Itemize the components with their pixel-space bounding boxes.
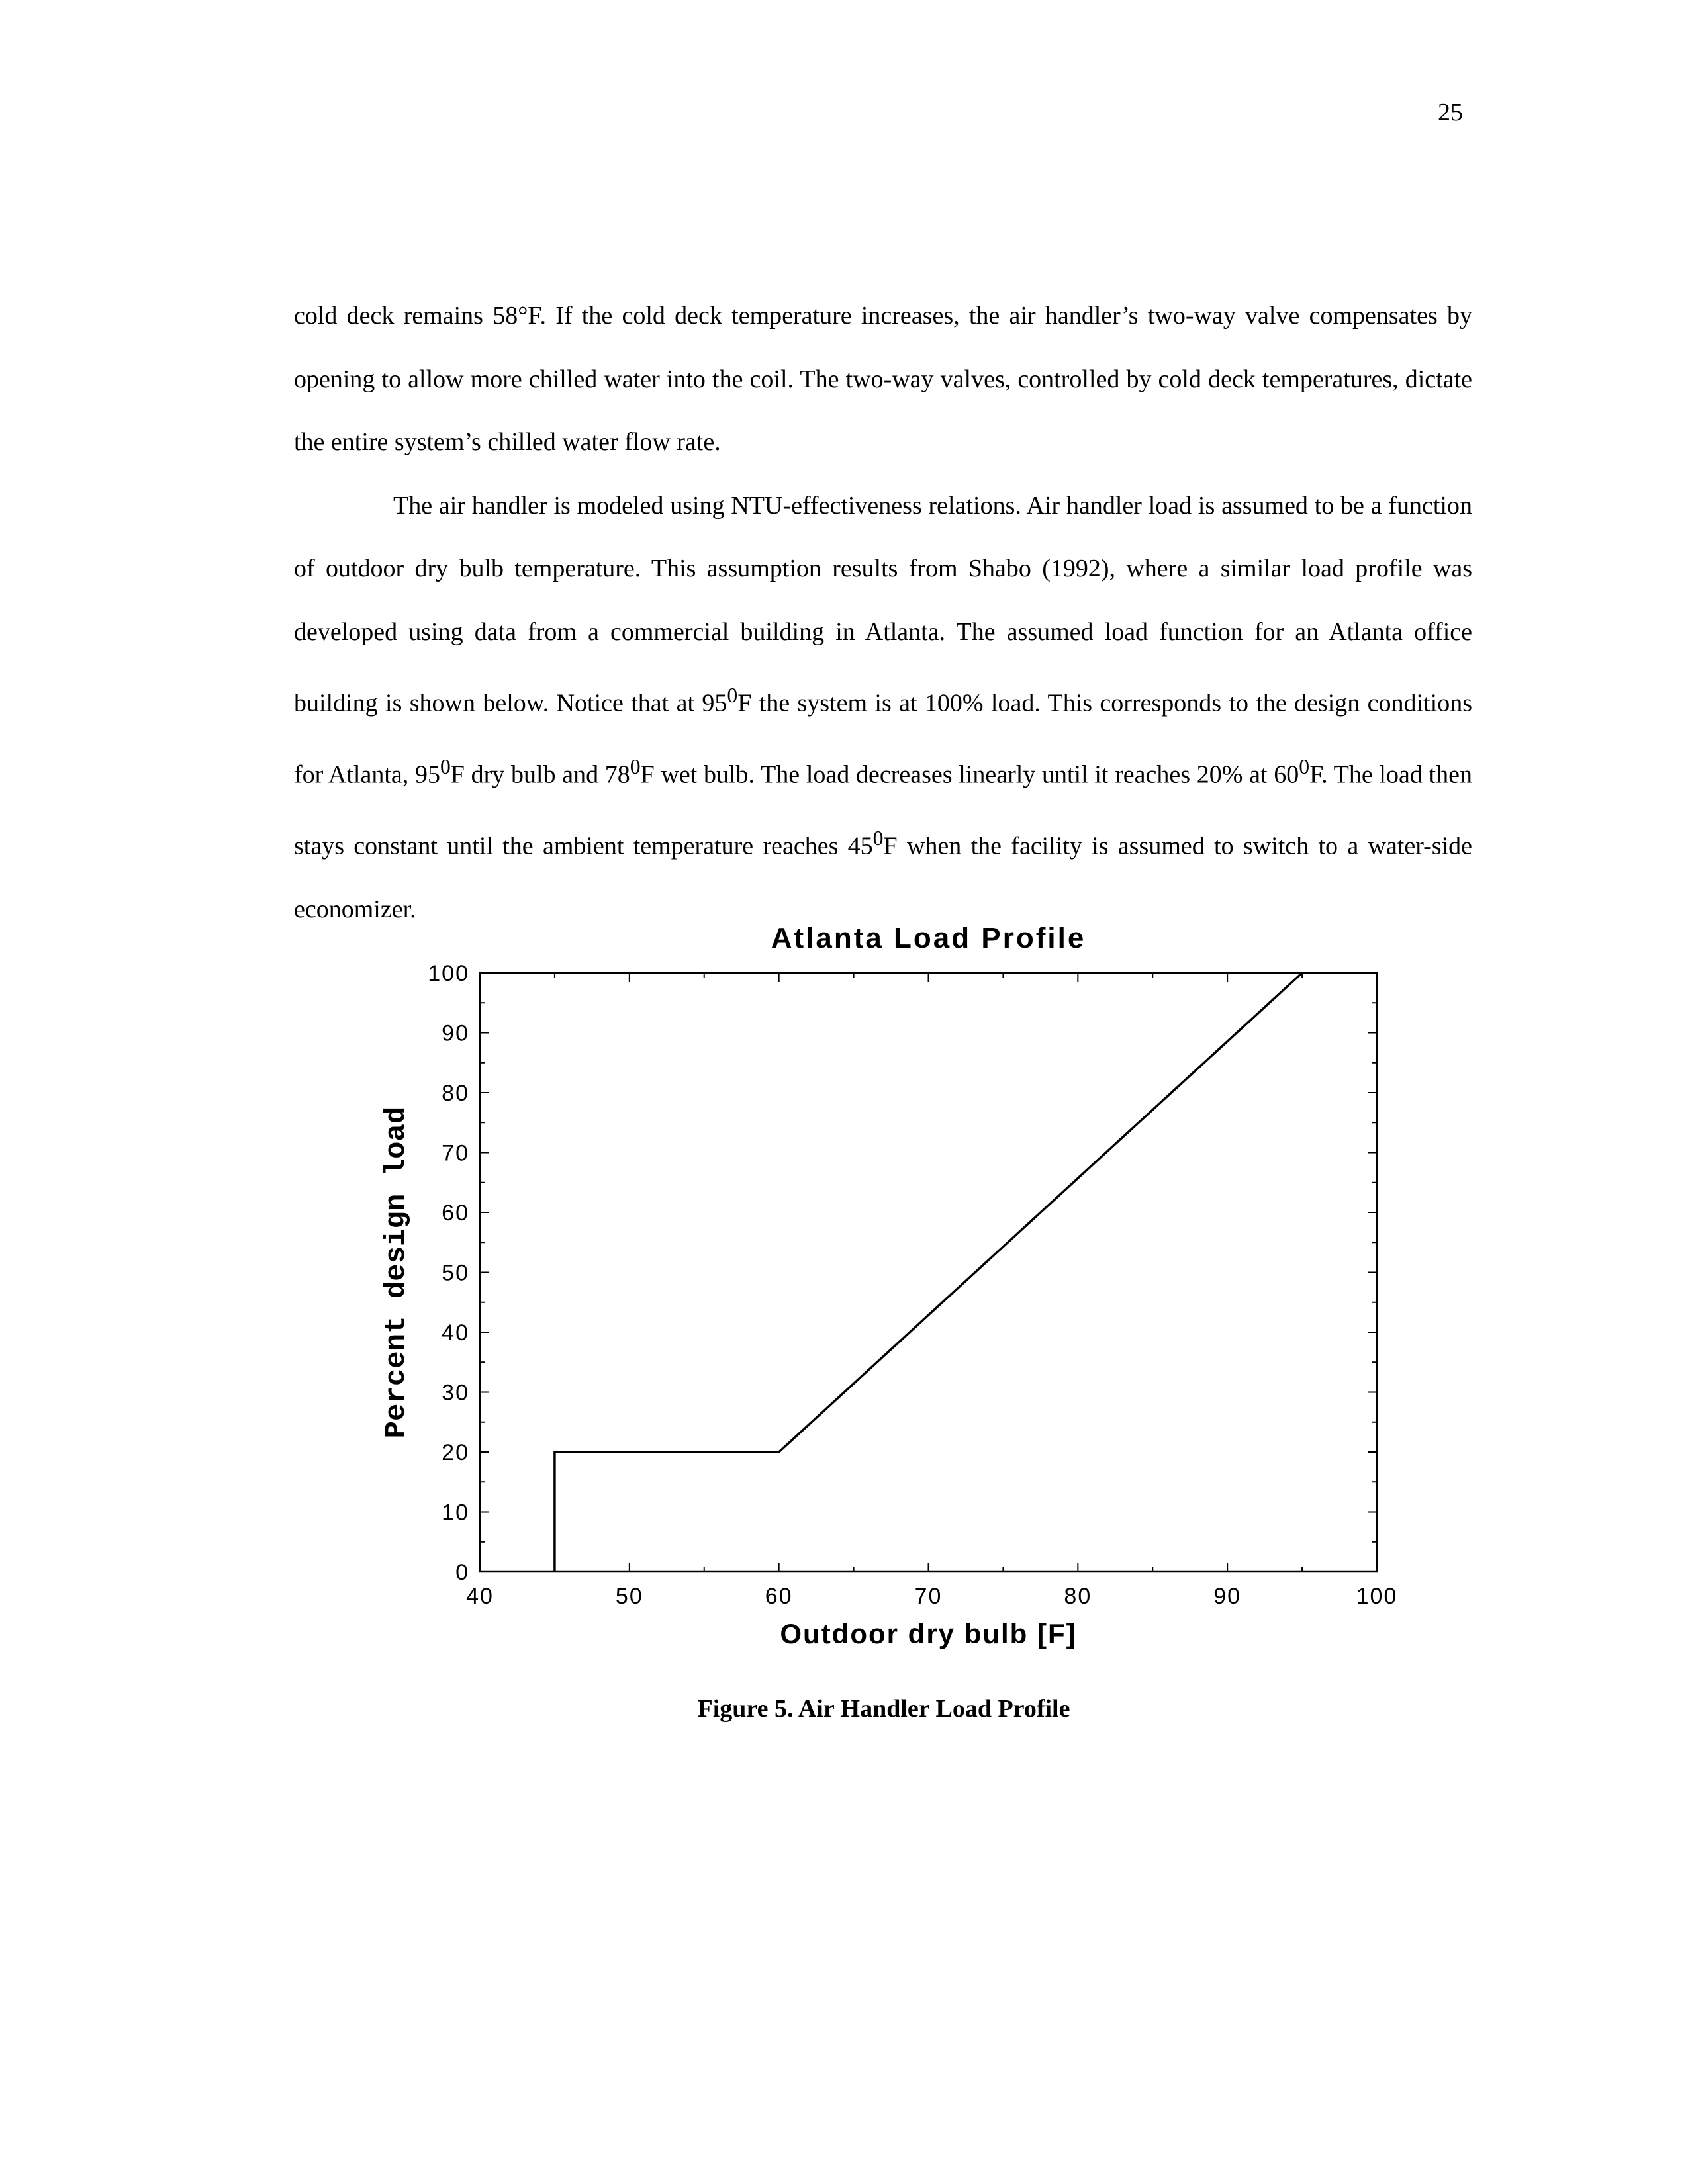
y-tick-label: 20 <box>442 1440 469 1465</box>
x-tick-label: 50 <box>615 1584 643 1609</box>
page-number: 25 <box>1438 99 1463 126</box>
load-profile-chart <box>357 913 1417 1668</box>
body-text <box>294 285 1472 942</box>
plot-frame <box>480 973 1377 1572</box>
x-tick-label: 70 <box>914 1584 943 1609</box>
y-tick-label: 60 <box>442 1201 469 1226</box>
x-tick-label: 100 <box>1356 1584 1398 1609</box>
series-line-1 <box>555 973 1302 1572</box>
y-axis-label: Percent design load <box>380 1106 413 1439</box>
y-tick-label: 10 <box>442 1500 469 1525</box>
x-tick-label: 60 <box>765 1584 793 1609</box>
x-tick-label: 80 <box>1064 1584 1092 1609</box>
paragraph-1: cold deck remains 58°F. If the cold deck temperature increases, the air handler’s two-way valve compensates by opening to allow more chilled water into the coil. The two-way valves, controlled by cold deck temperatures, dictate the entire system’s chilled water flow rate. <box>294 302 1472 456</box>
y-tick-label: 0 <box>455 1560 469 1585</box>
y-tick-label: 80 <box>442 1081 469 1106</box>
paragraph-2: The air handler is modeled using NTU-effectiveness relations. Air handler load is assumed to be a function of outdoor dry bulb temperature. This assumption results from Shabo (1992), where a similar load profile was developed using data from a commercial building in Atlanta. The assumed load function for an Atlanta office building is shown below. Notice that at $95^0F$ the system is at 100% load. This corresponds to the design conditions for Atlanta, $95^0F$ dry bulb and $78^0F$ wet bulb. The load decreases linearly until it reaches 20% at $60^0F$. The load then stays constant until the ambient temperature reaches $45^0F$ when the facility is assumed to switch to a water-side economizer. <box>294 491 1472 924</box>
figure-caption: Figure 5. Air Handler Load Profile <box>697 1695 1070 1723</box>
y-tick-label: 90 <box>442 1021 469 1046</box>
y-tick-label: 50 <box>442 1260 469 1286</box>
x-axis-label: Outdoor dry bulb [F] <box>780 1618 1077 1649</box>
chart-svg <box>357 913 1417 1668</box>
y-tick-label: 40 <box>442 1320 469 1345</box>
y-tick-label: 100 <box>428 961 469 986</box>
y-tick-label: 30 <box>442 1380 469 1406</box>
y-tick-label: 70 <box>442 1140 469 1166</box>
x-tick-label: 90 <box>1213 1584 1242 1609</box>
x-tick-label: 40 <box>466 1584 494 1609</box>
chart-title: Atlanta Load Profile <box>771 922 1086 954</box>
